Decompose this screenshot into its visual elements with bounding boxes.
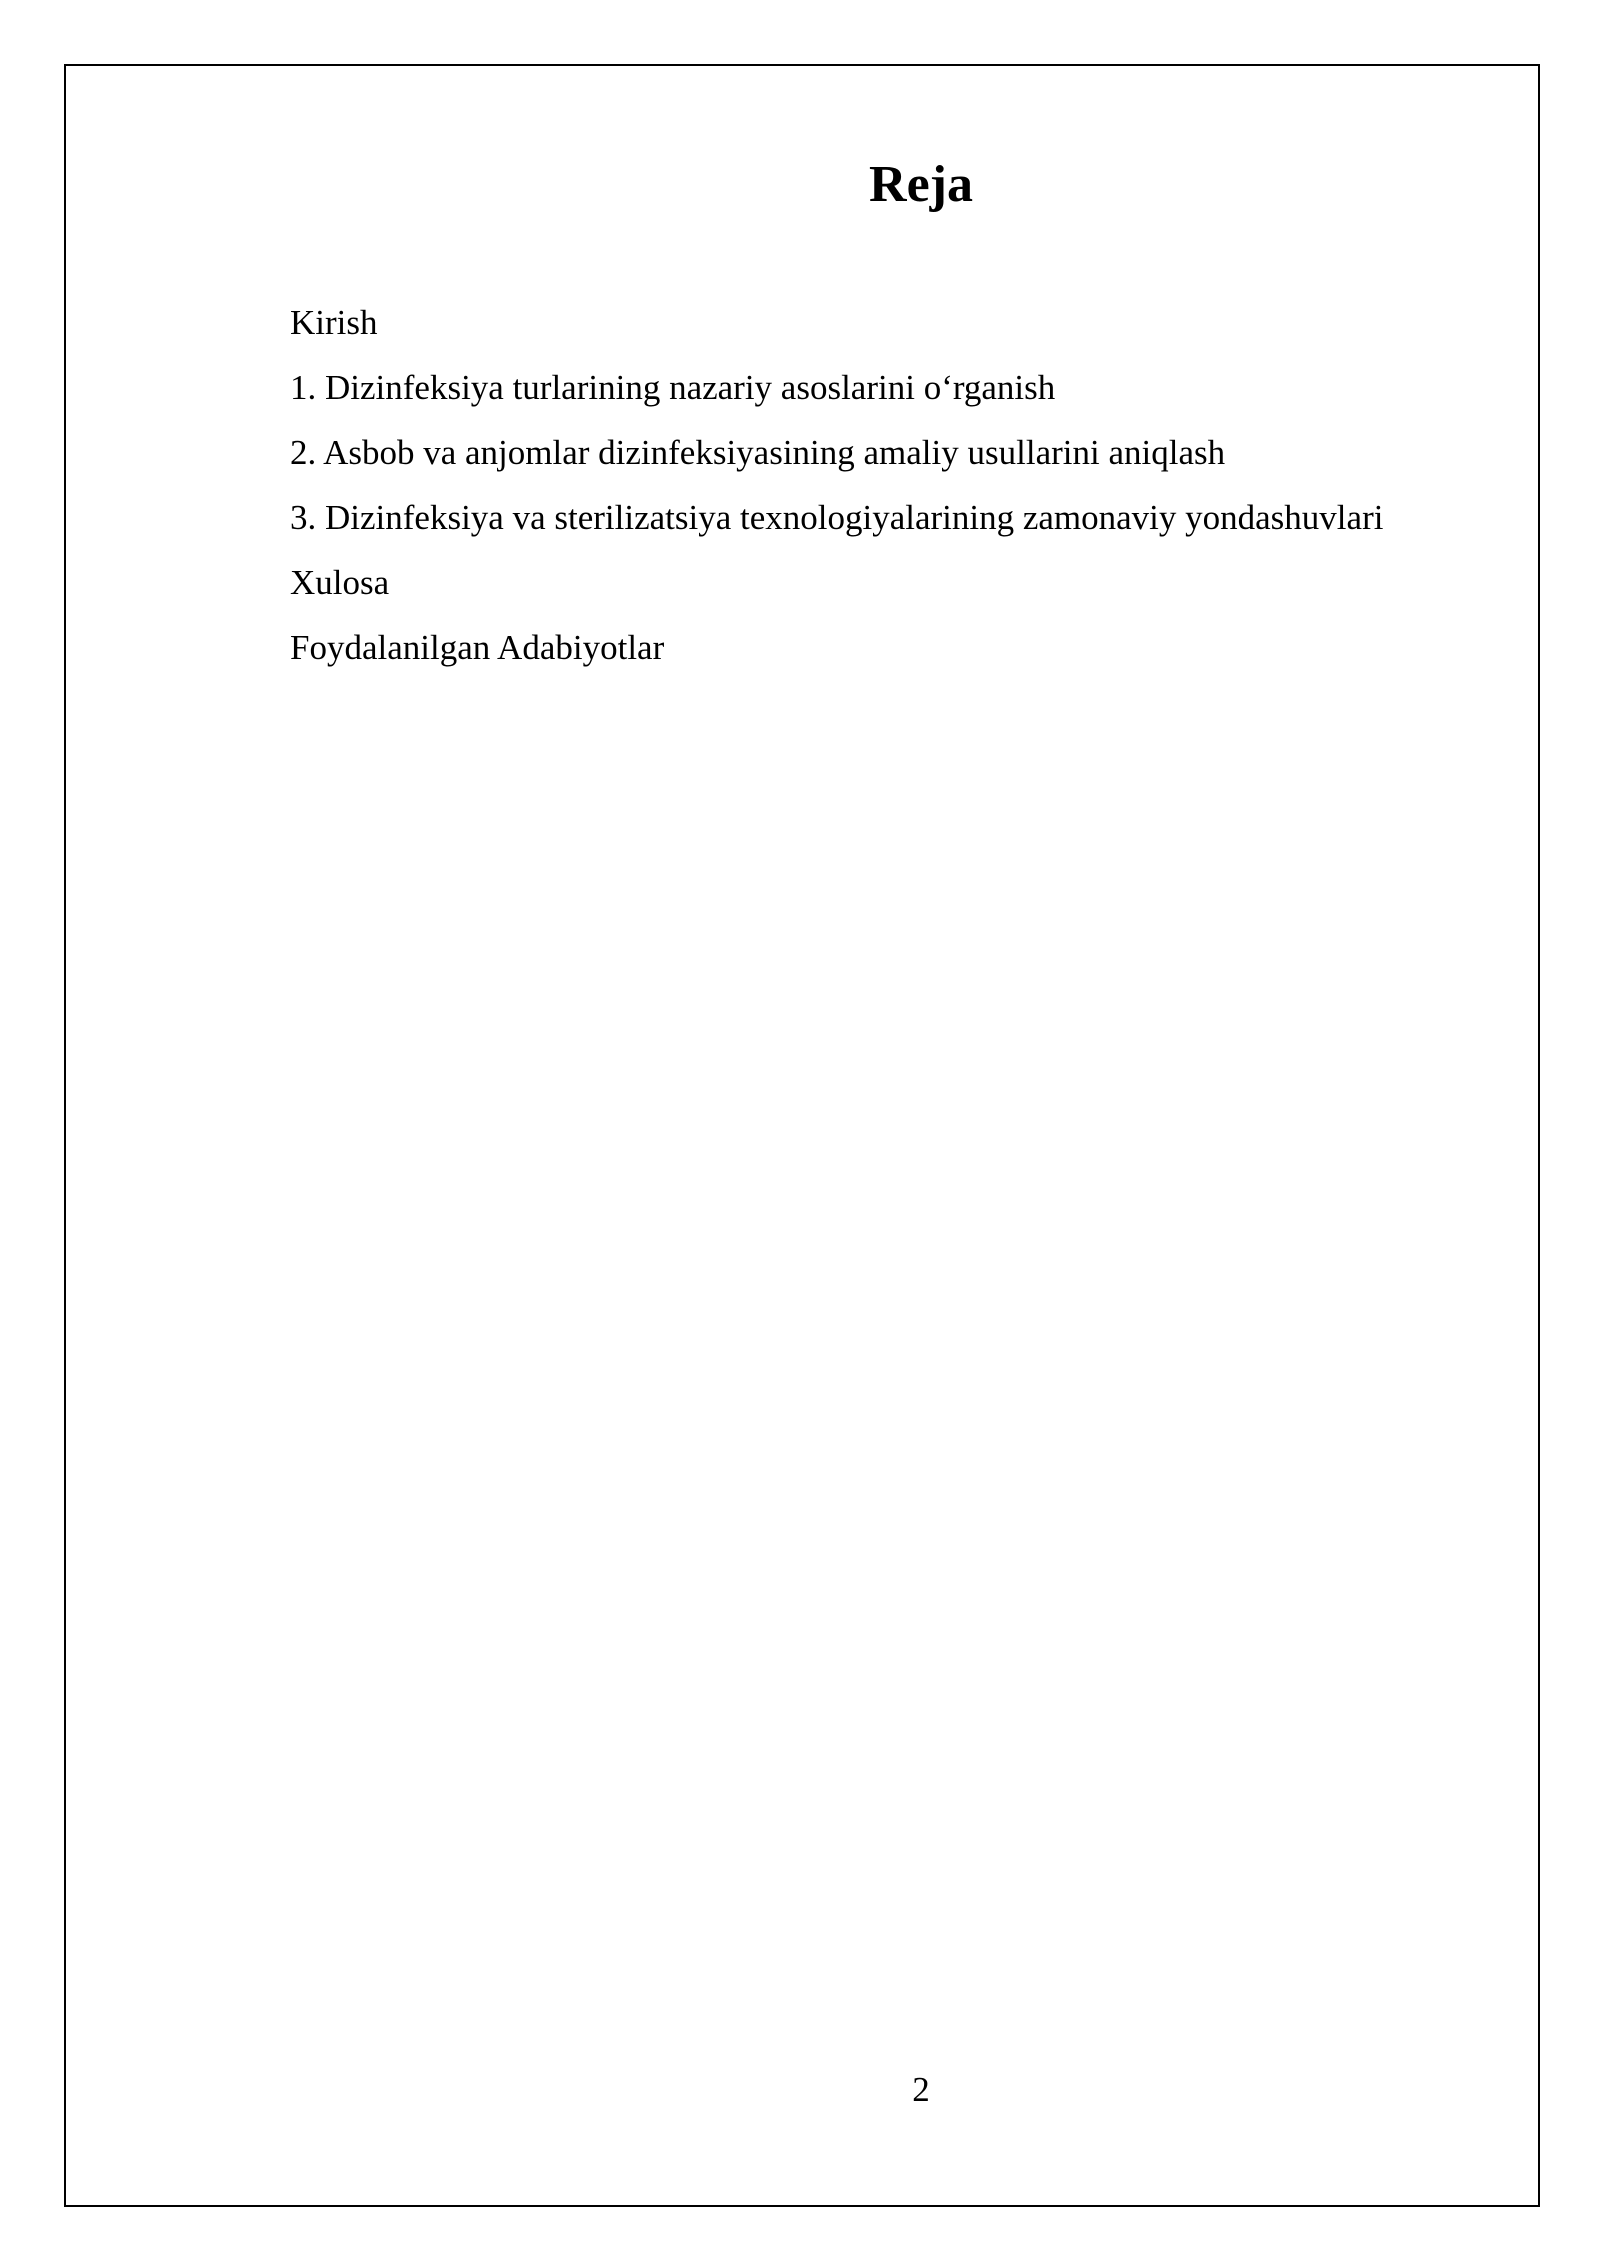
toc-item-chapter-3: 3. Dizinfeksiya va sterilizatsiya texnologiyalarining zamonaviy yondashuvlari [290, 498, 1384, 537]
page-title: Reja [869, 156, 973, 213]
toc-item-conclusion: Xulosa [290, 563, 390, 602]
toc-item-chapter-1: 1. Dizinfeksiya turlarining nazariy asoslarini o‘rganish [290, 368, 1056, 407]
toc-item-references: Foydalanilgan Adabiyotlar [290, 628, 665, 667]
toc-item-introduction: Kirish [290, 303, 378, 342]
page-number: 2 [912, 2070, 930, 2109]
toc-item-chapter-2: 2. Asbob va anjomlar dizinfeksiyasining amaliy usullarini aniqlash [290, 433, 1226, 472]
table-of-contents [290, 290, 1520, 680]
